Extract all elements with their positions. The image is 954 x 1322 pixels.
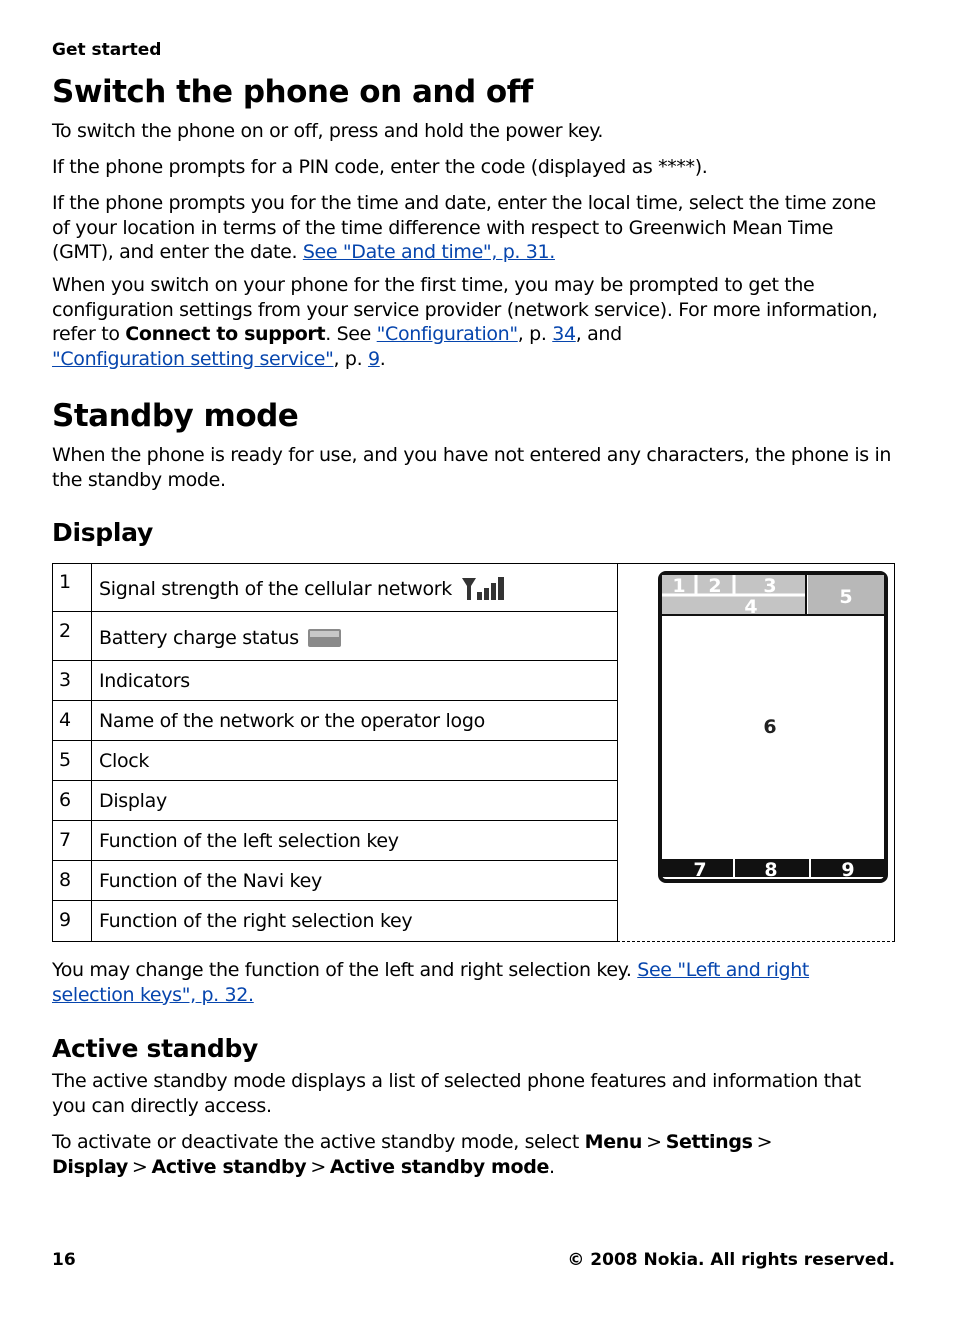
table-row: [52, 612, 617, 661]
heading-switch-on-off: Switch the phone on and off: [52, 74, 533, 110]
diagram-label-3: 3: [763, 575, 777, 597]
menu-path-active-standby-mode: Active standby mode: [329, 1155, 549, 1178]
copyright-notice: © 2008 Nokia. All rights reserved.: [567, 1250, 895, 1270]
row-number: 3: [59, 669, 72, 691]
row-number: 7: [59, 829, 72, 851]
table-row: [52, 701, 617, 741]
table-row: [52, 821, 617, 861]
config-text-d: , and: [575, 323, 622, 345]
menu-path-separator: >: [756, 1131, 773, 1153]
table-row: [52, 861, 617, 901]
link-left-right-selection-keys[interactable]: See "Left and right selection keys", p. 32.: [52, 959, 810, 1006]
diagram-label-1: 1: [672, 575, 686, 597]
menu-path-display: Display: [52, 1155, 128, 1178]
row-text: Function of the right selection key: [99, 910, 413, 932]
table-row: [52, 563, 617, 612]
heading-active-standby: Active standby: [52, 1034, 259, 1063]
diagram-label-9: 9: [841, 859, 855, 881]
row-text: Signal strength of the cellular network: [99, 578, 453, 600]
menu-path-settings: Settings: [665, 1131, 753, 1153]
activate-text: To activate or deactivate the active standby mode, select: [52, 1131, 579, 1153]
paragraph-standby-mode: When the phone is ready for use, and you have not entered any characters, the phone is in the standby mode.: [52, 444, 892, 491]
config-text-c: , p.: [517, 323, 547, 345]
paragraph-configuration: [52, 273, 895, 371]
selection-keys-text: You may change the function of the left and right selection key.: [52, 959, 632, 981]
menu-path-menu: Menu: [584, 1131, 643, 1153]
table-row: [52, 661, 617, 701]
menu-path-separator: >: [310, 1155, 326, 1178]
heading-display: Display: [52, 518, 153, 547]
page-number: 16: [52, 1250, 76, 1270]
diagram-label-5: 5: [839, 586, 853, 608]
heading-standby-mode: Standby mode: [52, 398, 299, 434]
table-row: [52, 781, 617, 821]
diagram-label-4: 4: [744, 596, 758, 618]
row-text: Display: [99, 789, 167, 812]
paragraph-active-standby: The active standby mode displays a list of selected phone features and information that you can directly access.: [52, 1070, 861, 1117]
row-number: 9: [59, 909, 72, 931]
paragraph-pin-code: If the phone prompts for a PIN code, enter the code (displayed as ****).: [52, 156, 708, 178]
row-text: Clock: [99, 749, 150, 772]
row-text: Indicators: [99, 669, 190, 692]
config-text-e: , p.: [333, 347, 363, 370]
phone-display-diagram: [658, 571, 888, 883]
paragraph-activate-standby: [52, 1130, 895, 1179]
diagram-label-6: 6: [763, 716, 777, 738]
battery-icon: [307, 625, 343, 651]
paragraph-selection-keys: [52, 958, 895, 1007]
link-configuration[interactable]: "Configuration": [376, 323, 518, 345]
diagram-label-2: 2: [708, 575, 722, 597]
activate-text-end: .: [549, 1155, 555, 1178]
row-number: 1: [59, 571, 72, 593]
paragraph-power-key: To switch the phone on or off, press and hold the power key.: [52, 120, 604, 142]
section-label: Get started: [52, 40, 162, 60]
diagram-label-8: 8: [764, 859, 778, 881]
row-number: 6: [59, 789, 72, 811]
signal-strength-icon: [460, 574, 508, 604]
config-text-b: . See: [325, 323, 371, 345]
menu-path-separator: >: [131, 1155, 148, 1178]
link-configuration-setting-service[interactable]: "Configuration setting service": [52, 347, 334, 370]
row-number: 4: [59, 709, 72, 731]
diagram-label-7: 7: [693, 859, 707, 881]
row-number: 5: [59, 749, 72, 771]
display-table: [52, 563, 895, 942]
row-text: Function of the Navi key: [99, 869, 322, 892]
menu-path-active-standby: Active standby: [151, 1155, 307, 1178]
link-page-34[interactable]: 34: [552, 323, 576, 345]
link-page-9[interactable]: 9: [367, 347, 380, 370]
row-text: Function of the left selection key: [99, 829, 399, 852]
config-text-a: When you switch on your phone for the first time, you may be prompted to get the configuration settings from your service provider (network service). For more information, refer to: [52, 274, 878, 345]
table-row: [52, 901, 617, 942]
connect-to-support-label: Connect to support: [125, 323, 326, 345]
row-number: 8: [59, 869, 72, 891]
paragraph-time-date: [52, 191, 895, 265]
row-text: Battery charge status: [99, 627, 299, 649]
row-number: 2: [59, 620, 72, 642]
row-text: Name of the network or the operator logo: [99, 709, 485, 732]
table-row: [52, 741, 617, 781]
link-date-and-time[interactable]: See "Date and time", p. 31.: [302, 241, 555, 263]
menu-path-separator: >: [646, 1131, 662, 1153]
config-text-f: .: [379, 347, 386, 370]
time-date-text: If the phone prompts you for the time and date, enter the local time, select the time zone of your location in terms of the time difference with respect to Greenwich Mean Time (GMT), and enter the date.: [52, 192, 876, 263]
